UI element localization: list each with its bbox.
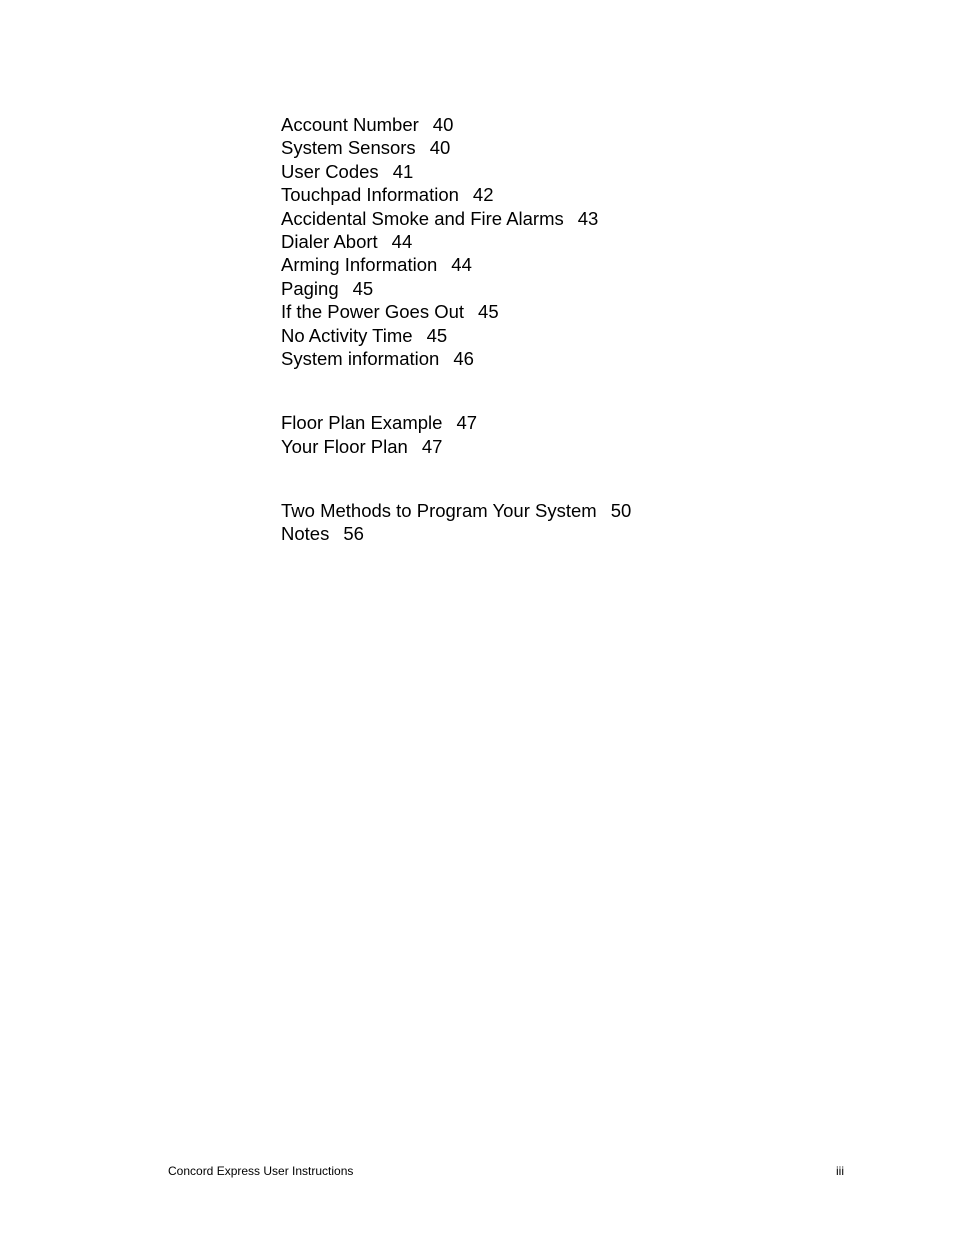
toc-entry[interactable] [281, 499, 841, 522]
footer-document-title: Concord Express User Instructions [168, 1164, 354, 1178]
table-of-contents [281, 113, 841, 546]
toc-entry-title: If the Power Goes Out [281, 301, 465, 323]
toc-group-sensors-and-settings [281, 113, 841, 370]
toc-entry-title: System information [281, 347, 440, 369]
toc-entry[interactable] [281, 160, 841, 183]
toc-entry-page: 44 [391, 230, 413, 252]
toc-entry-title: Accidental Smoke and Fire Alarms [281, 207, 564, 229]
toc-entry-page: 50 [610, 500, 632, 522]
toc-entry-title: Account Number [281, 114, 419, 135]
toc-entry-title: Touchpad Information [281, 184, 459, 206]
toc-entry[interactable] [281, 136, 841, 159]
toc-entry[interactable] [281, 253, 841, 276]
footer-page-number: iii [836, 1164, 844, 1178]
toc-entry-title: Dialer Abort [281, 230, 378, 252]
toc-entry-title: Paging [281, 277, 339, 299]
toc-entry-page: 41 [392, 160, 414, 182]
toc-entry-page: 40 [429, 137, 451, 159]
toc-group-floor-plan [281, 411, 841, 458]
toc-entry-page: 47 [456, 412, 478, 434]
toc-entry[interactable] [281, 435, 841, 458]
toc-entry-title: Your Floor Plan [281, 435, 408, 457]
toc-entry[interactable] [281, 347, 841, 370]
toc-entry-page: 42 [472, 184, 494, 206]
toc-entry-page: 47 [421, 435, 443, 457]
page-footer [168, 1163, 844, 1179]
toc-entry-title: System Sensors [281, 137, 416, 159]
toc-entry-title: User Codes [281, 160, 379, 182]
toc-entry[interactable] [281, 522, 841, 545]
toc-entry-page: 45 [426, 324, 448, 346]
toc-entry-title: Floor Plan Example [281, 412, 443, 434]
toc-entry[interactable] [281, 300, 841, 323]
toc-entry[interactable] [281, 113, 841, 136]
toc-entry-title: No Activity Time [281, 324, 413, 346]
toc-entry[interactable] [281, 230, 841, 253]
toc-entry-page: 46 [453, 347, 474, 369]
toc-entry[interactable] [281, 324, 841, 347]
toc-entry-title: Two Methods to Program Your System [281, 500, 597, 522]
toc-entry[interactable] [281, 277, 841, 300]
toc-entry-page: 40 [432, 114, 454, 135]
toc-entry-page: 43 [577, 207, 599, 229]
toc-entry-page: 45 [478, 301, 499, 323]
toc-entry[interactable] [281, 411, 841, 434]
toc-entry[interactable] [281, 183, 841, 206]
toc-entry[interactable] [281, 207, 841, 230]
toc-group-programming [281, 499, 841, 546]
toc-entry-page: 56 [343, 523, 364, 545]
toc-entry-title: Notes [281, 523, 330, 545]
toc-entry-page: 44 [451, 254, 472, 276]
toc-entry-page: 45 [352, 277, 374, 299]
toc-entry-title: Arming Information [281, 254, 438, 276]
